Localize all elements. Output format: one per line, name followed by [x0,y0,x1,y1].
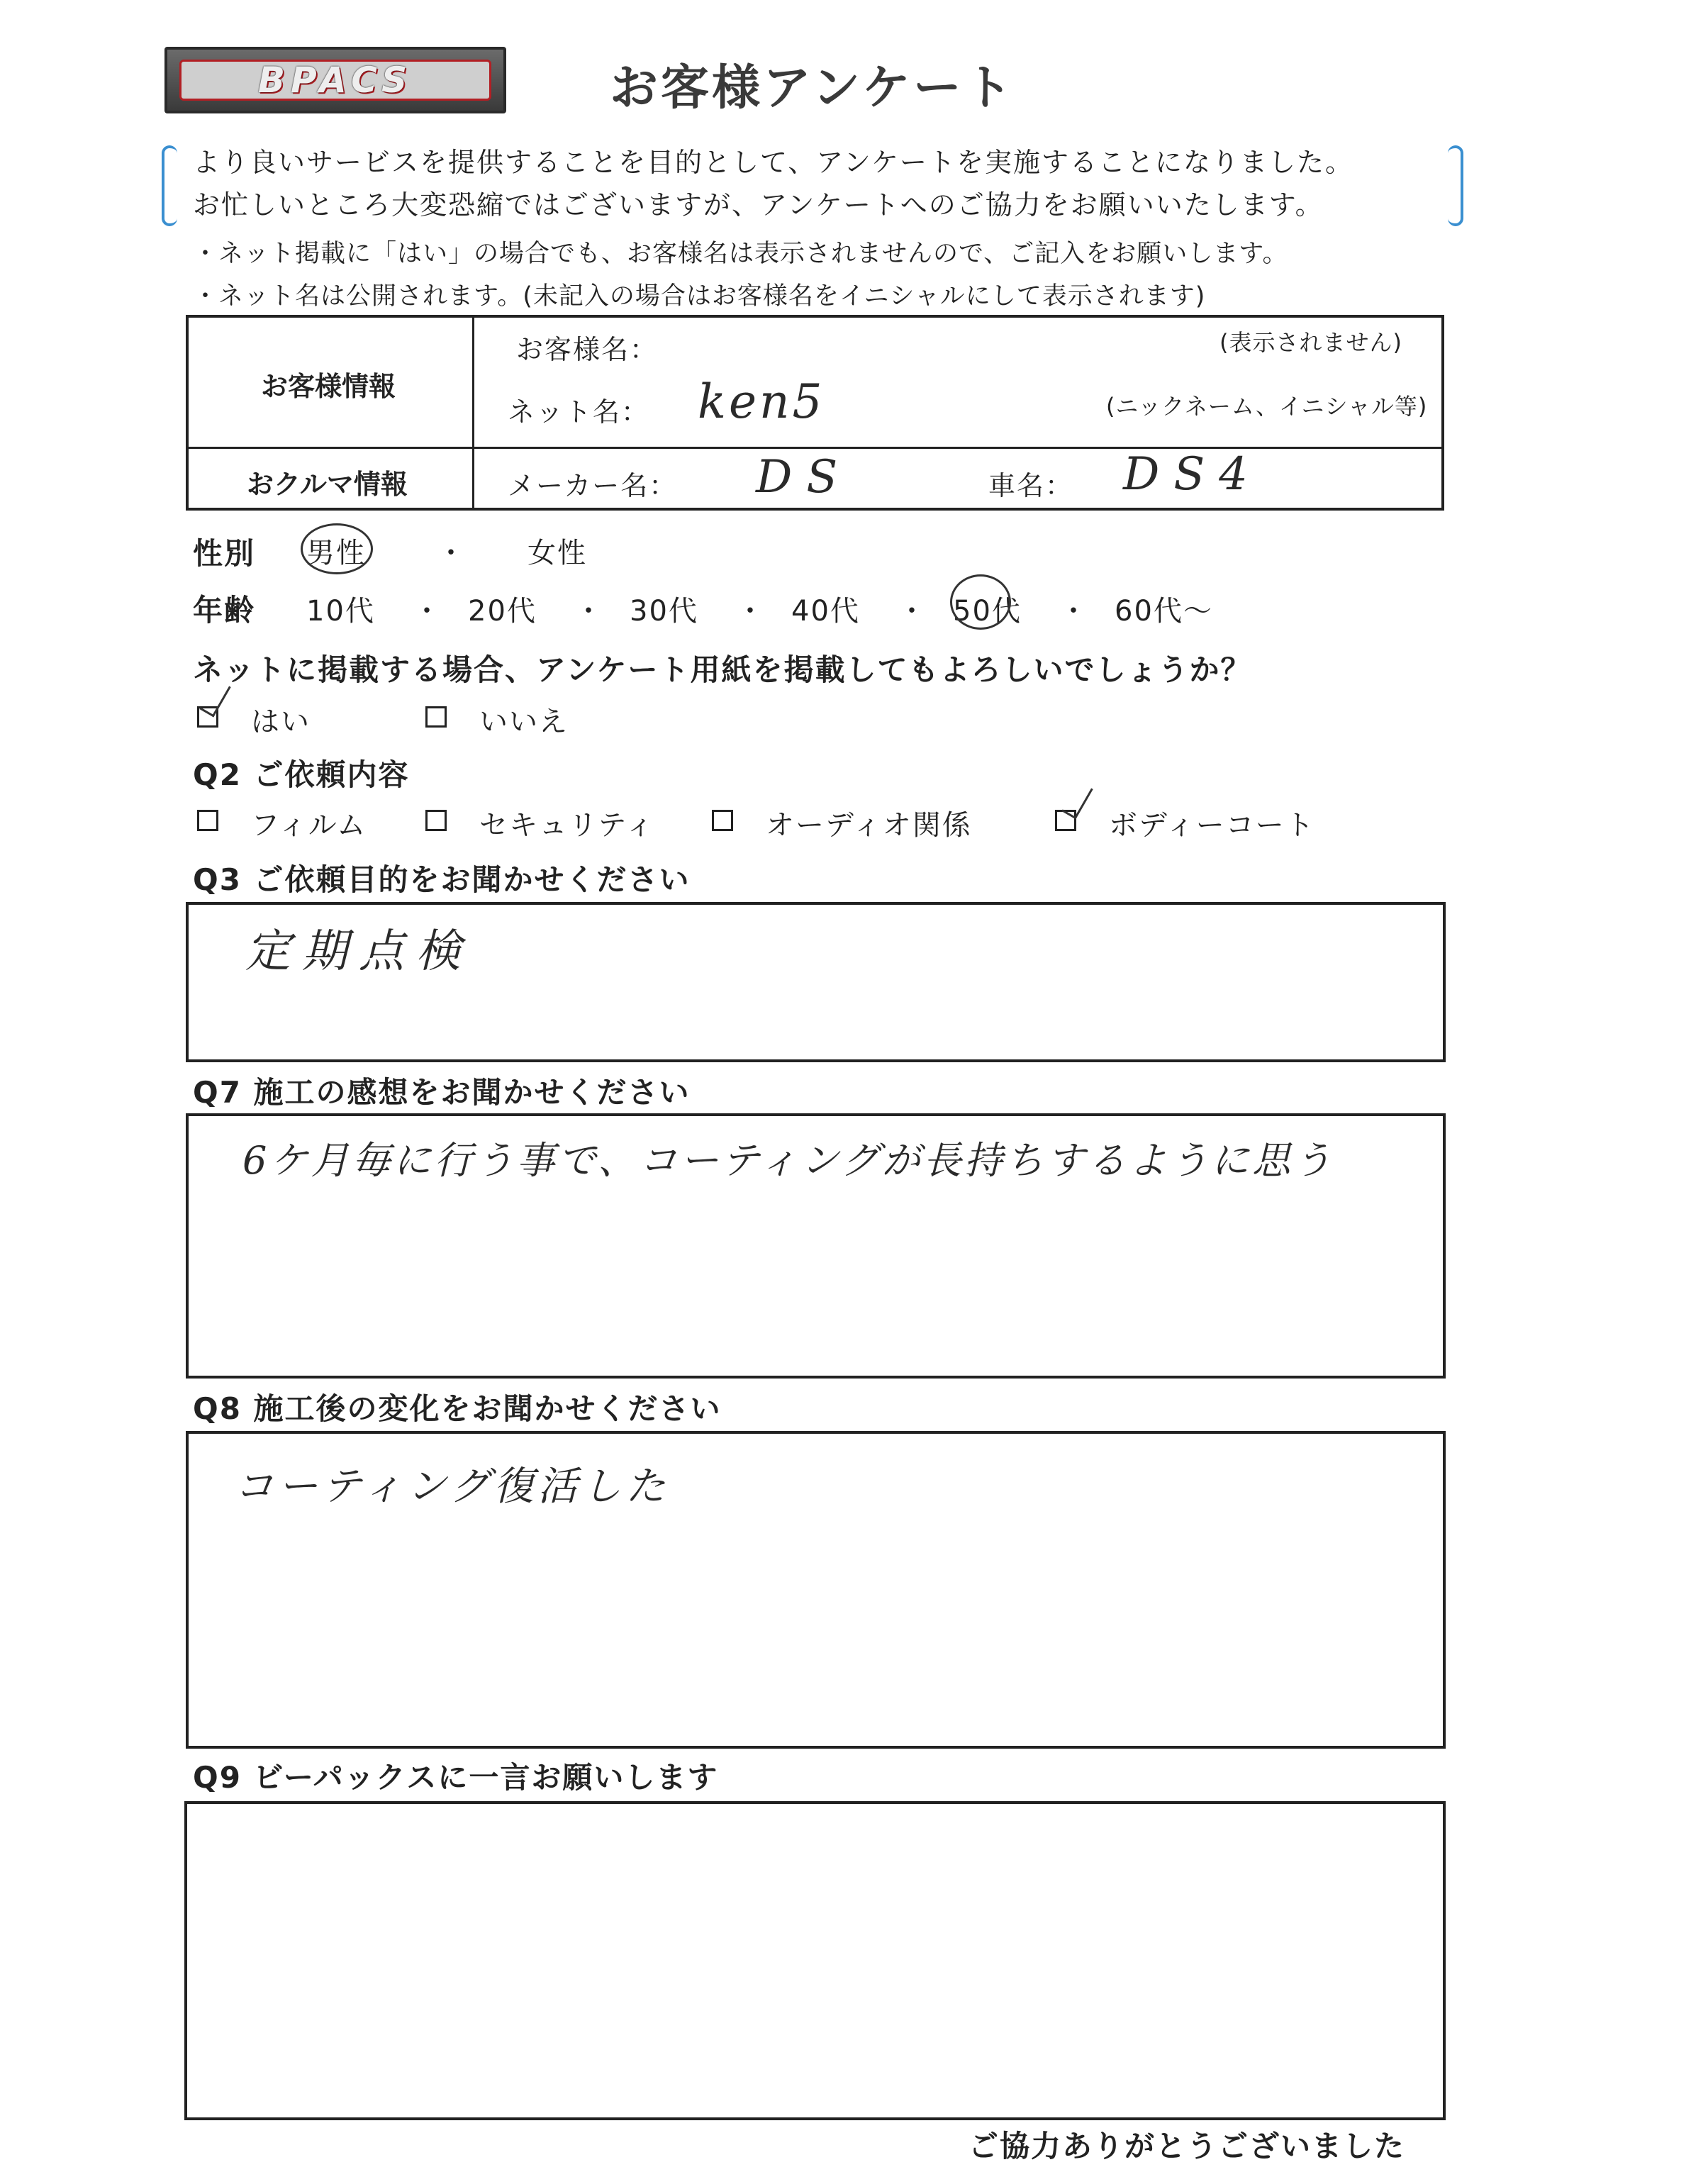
film-option-label: フィルム [251,809,367,842]
right-bracket-decoration [1448,145,1463,226]
q3-answer-text: 定期点検 [245,925,472,978]
security-checkbox[interactable] [425,810,447,831]
note-line-2: ・ネット名は公開されます。(未記入の場合はお客様名をイニシャルにして表示されます) [193,282,1206,311]
age-option-60s-plus[interactable]: 60代〜 [1115,595,1213,628]
yes-option-label: はい [251,706,311,738]
page-title: お客様アンケート [610,60,1015,116]
q7-answer-text: 6ケ月毎に行う事で、コーティングが長持ちするように思う [242,1138,1334,1183]
q9-answer-box[interactable] [184,1801,1446,2120]
separator-dot: ・ [736,595,764,628]
film-checkbox[interactable] [197,810,218,831]
selected-circle-mark [301,523,373,574]
selected-circle-mark [950,574,1011,630]
q8-title: Q8 施工後の変化をお聞かせください [193,1391,722,1426]
checkmark-icon [1061,781,1093,820]
thanks-message: ご協力ありがとうございました [969,2129,1406,2163]
separator-dot: ・ [437,537,465,569]
table-divider-vertical [472,318,474,508]
customer-name-note: (表示されません) [1219,329,1402,356]
q3-title: Q3 ご依頼目的をお聞かせください [193,862,691,897]
q9-title: Q9 ビーパックスに一言お願いします [193,1760,719,1795]
customer-name-label: お客様名： [516,334,659,365]
customer-info-heading: お客様情報 [261,371,396,402]
net-name-note: (ニックネーム、イニシャル等) [1106,393,1428,420]
separator-dot: ・ [574,595,603,628]
no-option-label: いいえ [479,706,569,738]
net-name-field[interactable]: ken5 [698,374,825,429]
age-option-40s[interactable]: 40代 [791,595,860,628]
age-option-10s[interactable]: 10代 [306,595,375,628]
separator-dot: ・ [1059,595,1088,628]
q7-title: Q7 施工の感想をお聞かせください [193,1075,691,1110]
q7-answer-box[interactable] [186,1113,1446,1379]
intro-line-2: お忙しいところ大変恐縮ではございますが、アンケートへのご協力をお願いいたします。 [193,189,1324,221]
bodycoat-option-label: ボディーコート [1109,809,1315,842]
logo-text: BPACS [257,60,413,101]
separator-dot: ・ [413,595,441,628]
q2-title: Q2 ご依頼内容 [193,757,410,792]
q3-answer-box[interactable] [186,902,1446,1062]
gender-option-female[interactable]: 女性 [528,537,587,569]
q1-question: ネットに掲載する場合、アンケート用紙を掲載してもよろしいでしょうか？ [193,652,1252,687]
age-option-20s[interactable]: 20代 [468,595,537,628]
maker-label: メーカー名： [508,470,678,501]
net-name-label: ネット名： [508,396,650,428]
left-bracket-decoration [162,145,177,226]
intro-line-1: より良いサービスを提供することを目的として、アンケートを実施することになりました。 [193,147,1353,178]
security-option-label: セキュリティ [479,809,655,842]
q8-answer-text: コーティング復活した [234,1464,670,1510]
age-label: 年齢 [193,593,256,628]
q8-answer-box[interactable] [186,1431,1446,1749]
age-option-50s[interactable]: 50代 [953,595,1022,628]
logo-plate [179,60,491,101]
audio-option-label: オーディオ関係 [766,809,972,842]
age-option-30s[interactable]: 30代 [630,595,698,628]
maker-field[interactable]: DS [756,451,852,503]
separator-dot: ・ [898,595,926,628]
car-info-heading: おクルマ情報 [247,469,408,500]
car-name-label: 車名： [988,470,1074,501]
bpacs-logo [164,47,506,113]
gender-option-male[interactable]: 男性 [306,537,366,569]
customer-info-table [186,315,1444,511]
car-name-field[interactable]: DS4 [1123,448,1262,501]
note-line-1: ・ネット掲載に「はい」の場合でも、お客様名は表示されませんので、ご記入をお願いします。 [193,240,1288,268]
gender-label: 性別 [193,536,256,571]
audio-checkbox[interactable] [712,810,733,831]
no-checkbox[interactable] [425,706,447,728]
